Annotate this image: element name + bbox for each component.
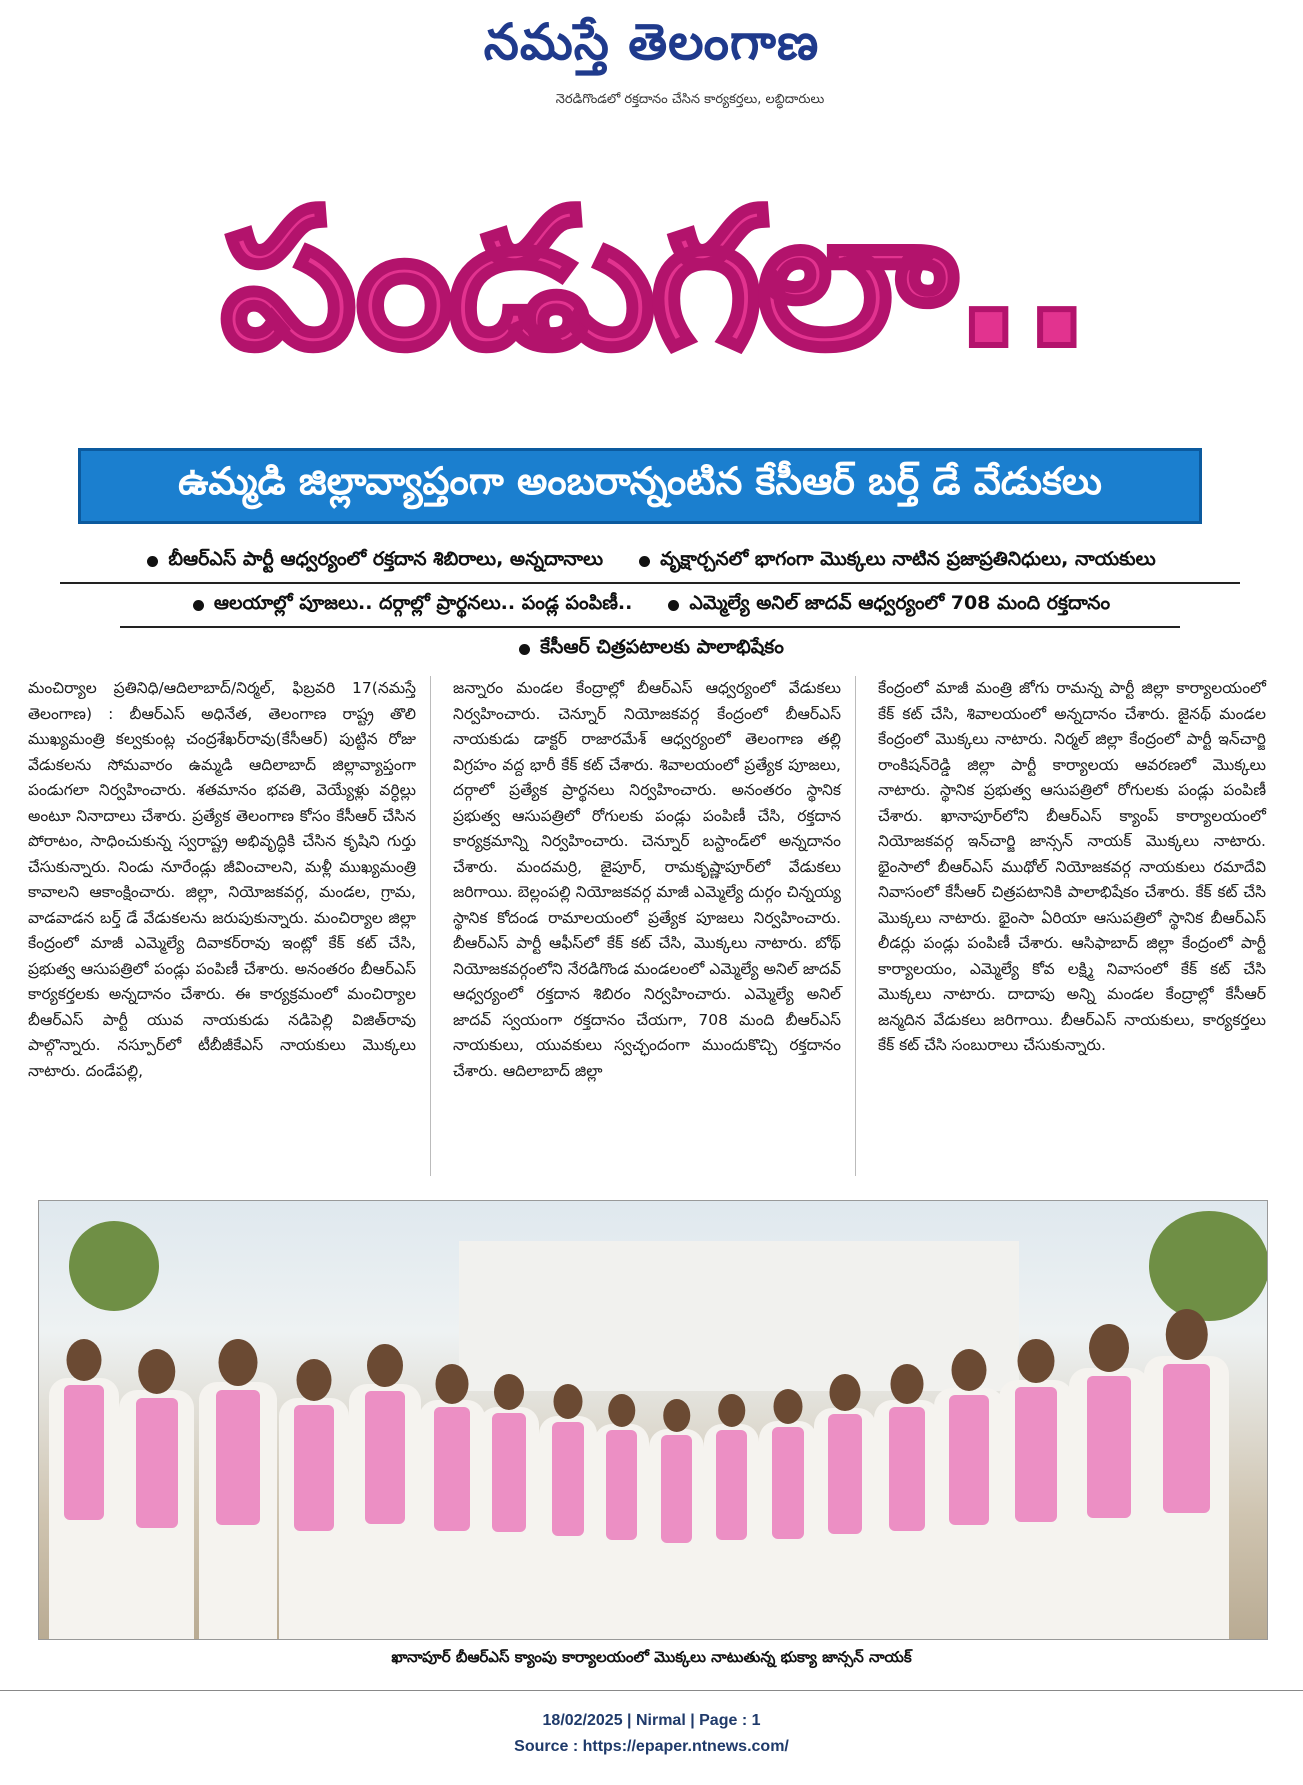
photo-person-head — [138, 1349, 176, 1394]
photo-person — [49, 1339, 119, 1639]
photo-person-scarf — [294, 1405, 333, 1531]
bullet-dot-icon — [147, 556, 158, 567]
photo-person-scarf — [136, 1398, 178, 1529]
photo-person-head — [494, 1374, 524, 1410]
photo-person — [814, 1374, 876, 1639]
bullet-dot-icon — [639, 556, 650, 567]
photo-person-head — [1089, 1324, 1129, 1372]
photo-person-head — [1165, 1309, 1208, 1360]
subheadline-banner — [78, 448, 1202, 524]
photo-person-scarf — [772, 1427, 804, 1540]
headline: పండుగలా.. — [221, 169, 1089, 390]
photo-person-scarf — [552, 1422, 584, 1537]
photo-person-scarf — [661, 1435, 692, 1543]
article-column-2: జన్నారం మండల కేంద్రాల్లో బీఆర్ఎస్ ఆధ్వర్యంలో వేడుకలు నిర్వహించారు. చెన్నూర్ నియోజకవర్గ కేంద్రంలో బీఆర్ఎస్ నాయకుడు డాక్టర్ రాజారమేశ్ ఆధ్వర్యంలో తెలంగాణ తల్లి విగ్రహం వద్ద భారీ కేక్ కట్ చేశారు. శివాలయంలో ప్రత్యేక పూజలు, దర్గాలో ప్రత్యేక ప్రార్థనలు నిర్వహించారు. అనంతరం స్థానిక ప్రభుత్వ ఆసుపత్రిలో రోగులకు పండ్లు పంపిణీ చేసి, రక్తదాన కార్యక్రమాన్ని నిర్వహించారు. చెన్నూర్ బస్టాండ్‌లో అన్నదానం చేశారు. మందమర్రి, జైపూర్, రామకృష్ణాపూర్‌లో వేడుకలు జరిగాయి. బెల్లంపల్లి నియోజకవర్గ మాజీ ఎమ్మెల్యే దుర్గం చిన్నయ్య స్థానిక కోదండ రామాలయంలో ప్రత్యేక పూజలు నిర్వహించారు. బీఆర్ఎస్ పార్టీ ఆఫీస్‌లో కేక్ కట్ చేసి, మొక్కలు నాటారు. బోథ్ నియోజకవర్గంలోని నేరడిగొండ మండలంలో ఎమ్మెల్యే అనిల్ జాదవ్ ఆధ్వర్యంలో రక్తదాన శిబిరం నిర్వహించారు. ఎమ్మెల్యే అనిల్ జాదవ్ స్వయంగా రక్తదానం చేయగా, 708 మంది బీఆర్ఎస్ నాయకులు, యువకులు స్వచ్ఛందంగా ముందుకొచ్చి రక్తదానం చేశారు. ఆదిలాబాద్ జిల్లా — [453, 676, 856, 1176]
bullet-item: ఎమ్మెల్యే అనిల్ జాదవ్ ఆధ్వర్యంలో 708 మంది రక్తదానం — [668, 592, 1110, 619]
photo-person — [1069, 1324, 1149, 1639]
article-body — [28, 676, 1280, 1176]
photo-person-scarf — [828, 1414, 863, 1533]
photo-caption: ఖానాపూర్ బీఆర్ఎస్ క్యాంపు కార్యాలయంలో మొక్కలు నాటుతున్న భుక్యా జాన్సన్ నాయక్ — [391, 1648, 912, 1666]
photo-person — [874, 1364, 940, 1639]
bullet-dot-icon — [668, 600, 679, 611]
photo-person — [1144, 1309, 1229, 1639]
photo-tree — [1149, 1211, 1268, 1321]
divider — [60, 582, 1240, 584]
photo-person-scarf — [606, 1430, 637, 1540]
bullet-item: బీఆర్ఎస్ పార్టీ ఆధ్వర్యంలో రక్తదాన శిబిరాలు, అన్నదానాలు — [147, 548, 603, 575]
photo-person-head — [663, 1399, 691, 1432]
footer-edition: 18/02/2025 | Nirmal | Page : 1 — [542, 1712, 761, 1729]
photo-person-head — [67, 1339, 102, 1381]
bullet-item: కేసీఆర్ చిత్రపటాలకు పాలాభిషేకం — [519, 636, 784, 663]
photo-person — [539, 1384, 597, 1639]
photo-person — [279, 1359, 349, 1639]
photo-person — [119, 1349, 194, 1639]
photo-person — [594, 1394, 649, 1639]
bullet-dot-icon — [193, 600, 204, 611]
photo-person — [419, 1364, 485, 1639]
photo-person-scarf — [1087, 1376, 1132, 1518]
photo-person-scarf — [889, 1407, 926, 1531]
photo-person-scarf — [64, 1385, 103, 1520]
photo-person — [934, 1349, 1004, 1639]
bullet-dot-icon — [519, 644, 530, 655]
photo-person-scarf — [1163, 1364, 1211, 1513]
footer-divider — [0, 1690, 1303, 1691]
bullet-item: ఆలయాల్లో పూజలు.. దర్గాల్లో ప్రార్థనలు.. పండ్ల పంపిణీ.. — [193, 592, 632, 619]
footer-source: Source : https://epaper.ntnews.com/ — [514, 1738, 789, 1755]
photo-person-scarf — [434, 1407, 471, 1531]
photo-person — [199, 1339, 277, 1639]
bullet-row-2 — [0, 592, 1303, 619]
photo-person-head — [554, 1384, 583, 1419]
tagline: నెరడిగొండలో రక్తదానం చేసిన కార్యకర్తలు, లబ్ధిదారులు — [555, 92, 825, 107]
photo-person — [349, 1344, 421, 1639]
article-column-3: కేంద్రంలో మాజీ మంత్రి జోగు రామన్న పార్టీ జిల్లా కార్యాలయంలో కేక్ కట్ చేసి, శివాలయంలో అన్నదానం చేశారు. జైనథ్ మండల కేంద్రంలో మొక్కలు నాటారు. నిర్మల్ జిల్లా కేంద్రంలో పార్టీ ఇన్‌చార్జి రాంకిషన్‌రెడ్డి జిల్లా పార్టీ కార్యాలయ ఆవరణలో మొక్కలు నాటారు. స్థానిక ప్రభుత్వ ఆసుపత్రిలో రోగులకు పండ్లు పంపిణీ చేశారు. ఖానాపూర్‌లోని బీఆర్ఎస్ క్యాంప్ కార్యాలయంలో నియోజకవర్గ ఇన్‌చార్జి జాన్సన్ నాయక్ మొక్కలు నాటారు. భైంసాలో బీఆర్ఎస్ ముథోల్ నియోజకవర్గ నాయకులు రమాదేవి నివాసంలో కేసీఆర్ చిత్రపటానికి పాలాభిషేకం చేశారు. కేక్ కట్ చేసి మొక్కలు నాటారు. భైంసా ఏరియా ఆసుపత్రిలో స్థానిక బీఆర్ఎస్ లీడర్లు పండ్లు పంపిణీ చేశారు. ఆసిఫాబాద్ జిల్లా కేంద్రంలో పార్టీ కార్యాలయం, ఎమ్మెల్యే కోవ లక్ష్మి నివాసంలో కేక్ కట్ చేసి మొక్కలు నాటారు. దాదాపు అన్ని మండల కేంద్రాల్లో కేసీఆర్ జన్మదిన వేడుకలు జరిగాయి. బీఆర్ఎస్ నాయకులు, కార్యకర్తలు కేక్ కట్ చేసి సంబురాలు చేసుకున్నారు. — [878, 679, 1266, 1054]
bullet-row-1 — [0, 548, 1303, 575]
photo-person — [704, 1394, 759, 1639]
photo-person-head — [1018, 1339, 1055, 1383]
photo-person-head — [718, 1394, 746, 1427]
photo-person-scarf — [216, 1390, 260, 1525]
photo-person-head — [830, 1374, 861, 1411]
photo-person-scarf — [716, 1430, 747, 1540]
photo-person-head — [219, 1339, 258, 1386]
photo-person-head — [436, 1364, 469, 1404]
photo-person — [999, 1339, 1073, 1639]
photo-tree — [69, 1221, 159, 1311]
photo-person — [479, 1374, 539, 1639]
bullet-row-3 — [0, 636, 1303, 663]
group-photo — [38, 1200, 1268, 1640]
photo-person-head — [297, 1359, 332, 1401]
photo-person-scarf — [492, 1413, 526, 1532]
photo-person-head — [891, 1364, 924, 1404]
photo-person — [759, 1389, 817, 1639]
photo-person-head — [774, 1389, 803, 1424]
masthead-logo: నమస్తే తెలంగాణ — [483, 12, 820, 71]
photo-person — [649, 1399, 704, 1639]
divider — [120, 626, 1180, 628]
photo-person-head — [952, 1349, 987, 1391]
photo-person-head — [608, 1394, 636, 1427]
article-column-1: మంచిర్యాల ప్రతినిధి/ఆదిలాబాద్/నిర్మల్, ఫిబ్రవరి 17(నమస్తే తెలంగాణ) : బీఆర్ఎస్ అధినేత, తెలంగాణ రాష్ట్ర తొలి ముఖ్యమంత్రి కల్వకుంట్ల చంద్రశేఖర్‌రావు(కేసీఆర్) పుట్టిన రోజు వేడుకలను సోమవారం ఉమ్మడి ఆదిలాబాద్ జిల్లావ్యాప్తంగా పండుగలా నిర్వహించారు. శతమానం భవతి, వెయ్యేళ్లు వర్ధిల్లు అంటూ నినాదాలు చేశారు. ప్రత్యేక తెలంగాణ కోసం కేసీఆర్ చేసిన పోరాటం, సాధించుకున్న స్వరాష్ట్ర అభివృద్ధికి చేసిన కృషిని గుర్తు చేసుకున్నారు. నిండు నూరేండ్లు జీవించాలని, మళ్లీ ముఖ్యమంత్రి కావాలని ఆకాంక్షించారు. జిల్లా, నియోజకవర్గ, మండల, గ్రామ, వాడవాడన బర్త్ డే వేడుకలను జరుపుకున్నారు. మంచిర్యాల జిల్లా కేంద్రంలో మాజీ ఎమ్మెల్యే దివాకర్‌రావు ఇంట్లో కేక్ కట్ చేసి, ప్రభుత్వ ఆసుపత్రిలో పండ్లు పంపిణీ చేశారు. అనంతరం బీఆర్ఎస్ కార్యకర్తలకు అన్నదానం చేశారు. ఈ కార్యక్రమంలో మంచిర్యాల బీఆర్ఎస్ పార్టీ యువ నాయకుడు నడిపెల్లి విజిత్‌రావు పాల్గొన్నారు. నస్పూర్‌లో టీబీజీకేఎస్ నాయకులు మొక్కలు నాటారు. దండేపల్లి, — [28, 676, 431, 1176]
photo-person-head — [367, 1344, 403, 1387]
bullet-item: వృక్షార్చనలో భాగంగా మొక్కలు నాటిన ప్రజాప్రతినిధులు, నాయకులు — [639, 548, 1156, 575]
photo-person-scarf — [1015, 1387, 1056, 1522]
photo-person-scarf — [949, 1395, 988, 1526]
photo-person-scarf — [365, 1391, 405, 1524]
banner-text: ఉమ్మడి జిల్లావ్యాప్తంగా అంబరాన్నంటిన కేసీఆర్ బర్త్ డే వేడుకలు — [178, 459, 1102, 503]
